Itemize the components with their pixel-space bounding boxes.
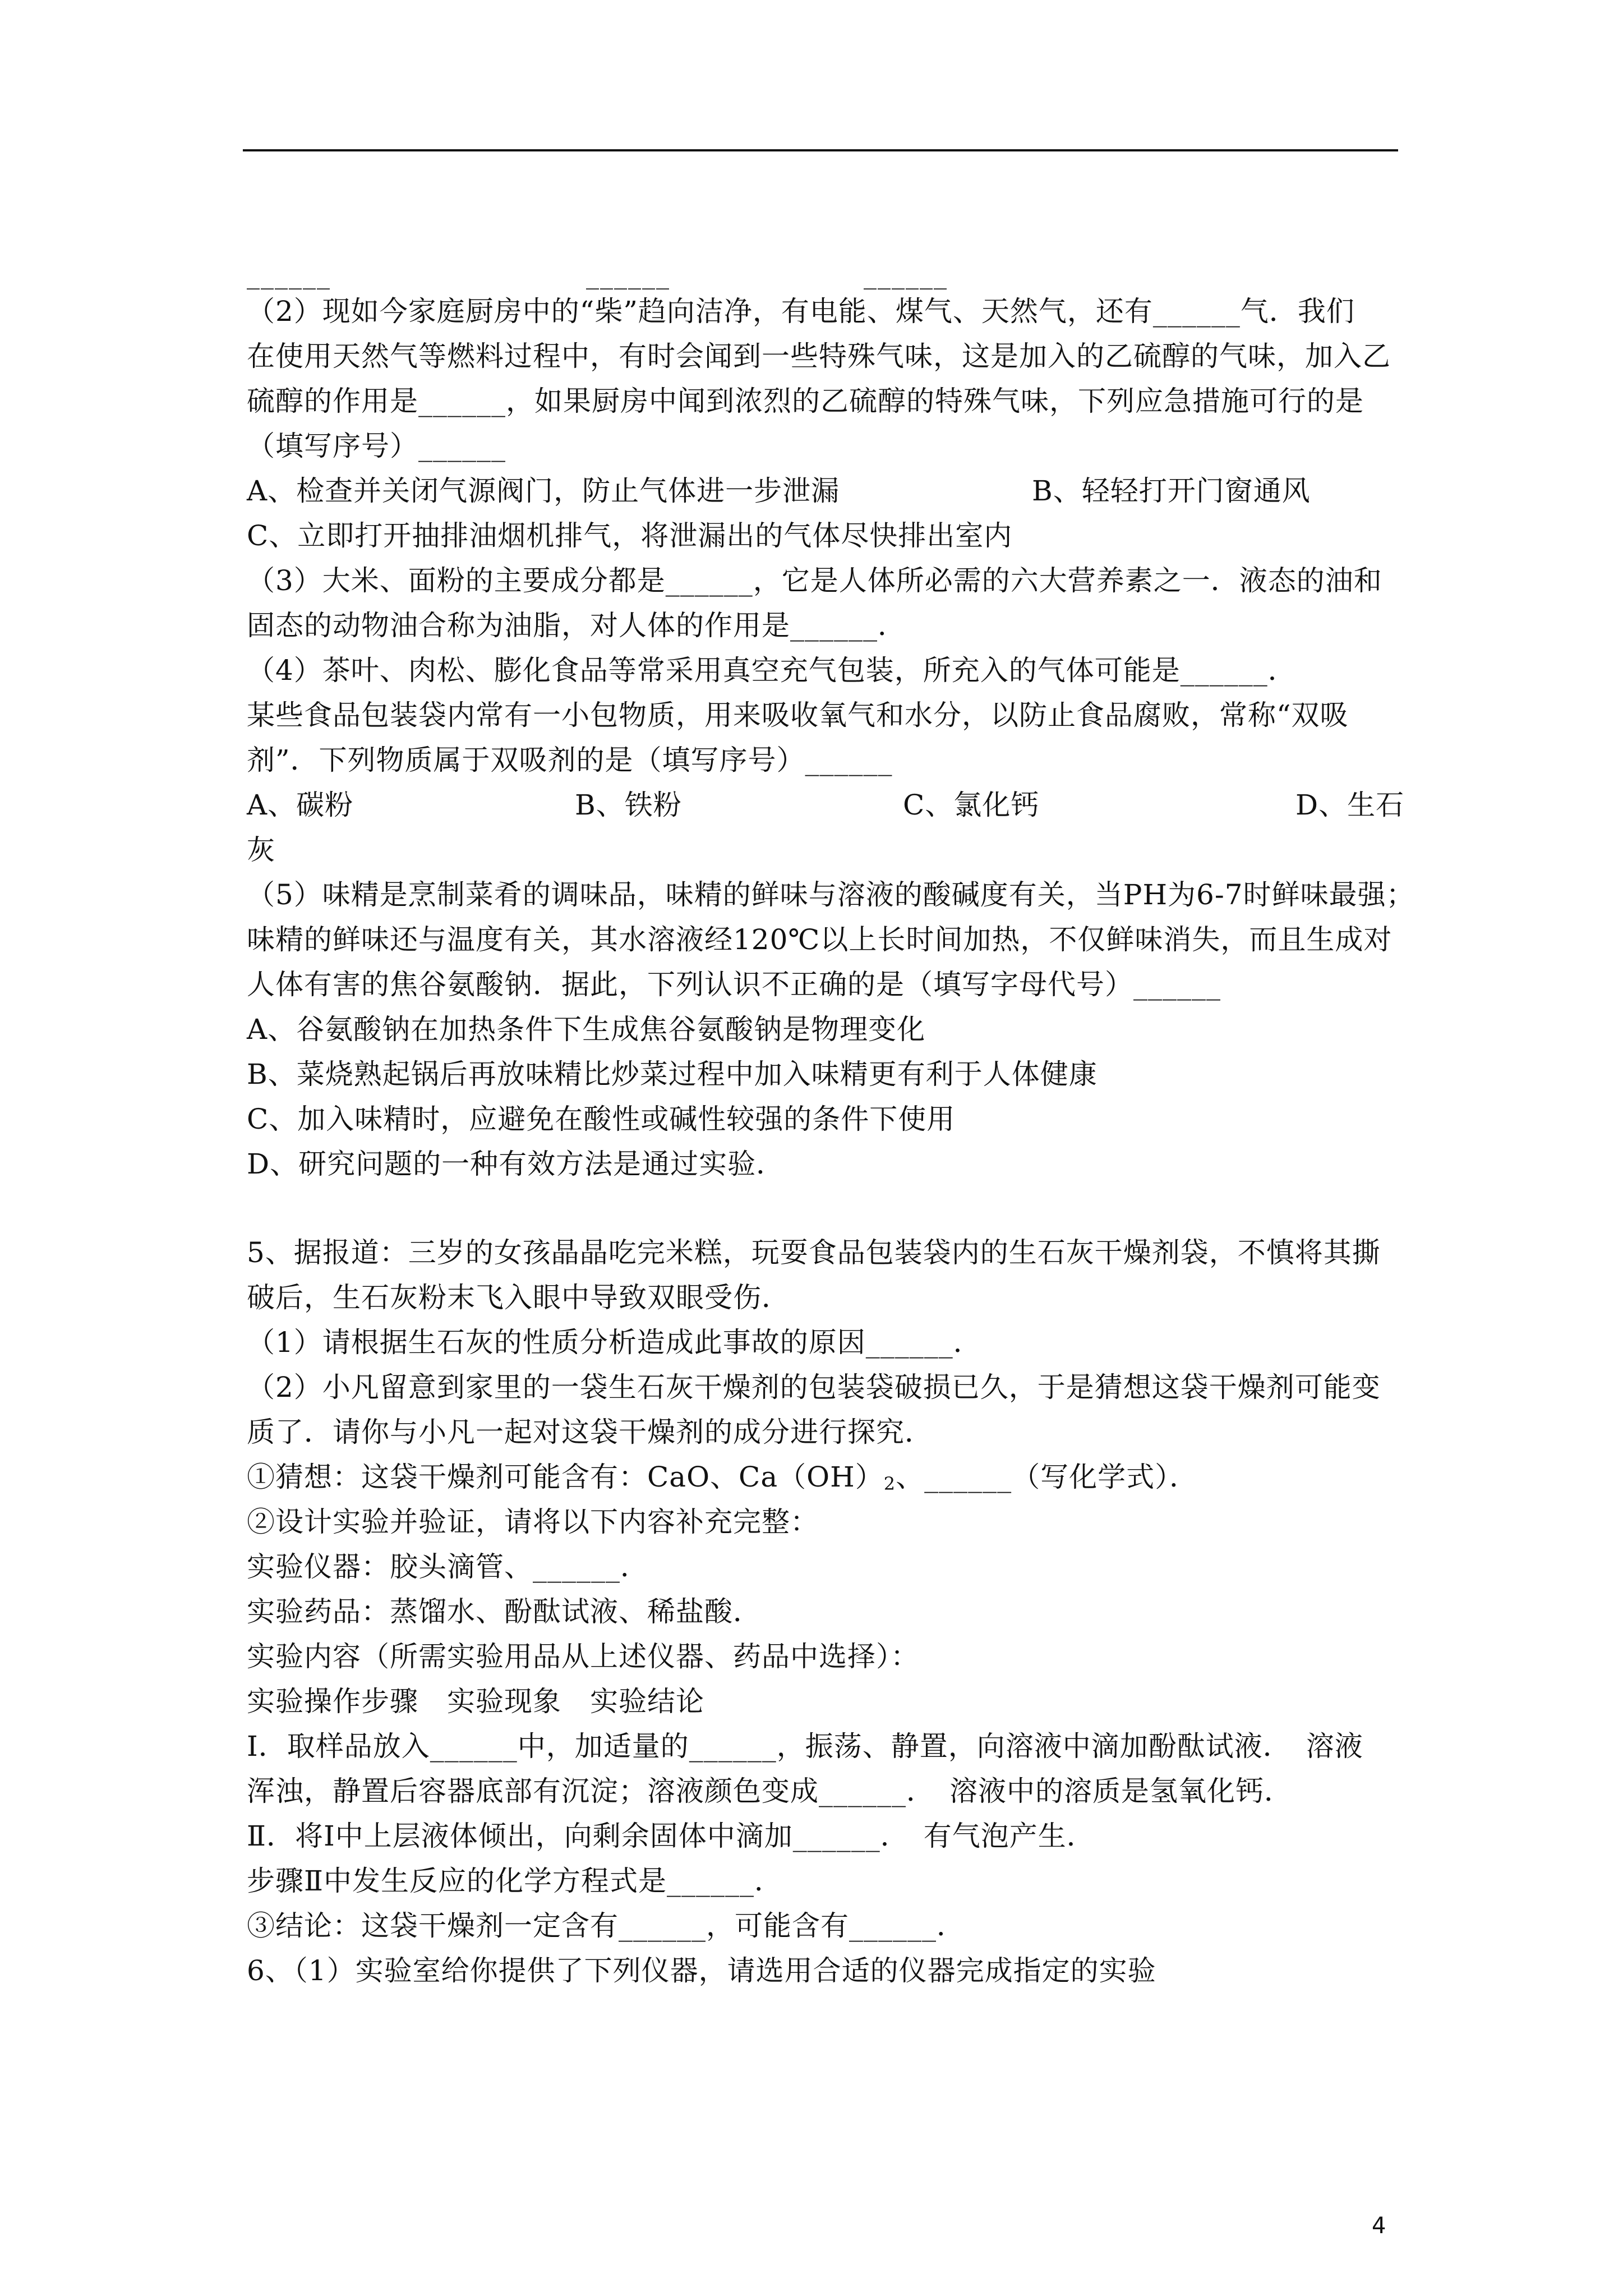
text-line: 灰 bbox=[247, 834, 275, 866]
option-line bbox=[247, 468, 1402, 513]
page-number: 4 bbox=[1372, 2213, 1386, 2239]
text-line: （3）大米、面粉的主要成分都是______，它是人体所必需的六大营养素之一．液态的油和 bbox=[247, 564, 1382, 597]
text-line: Ⅰ．取样品放入______中，加适量的______，振荡、静置，向溶液中滴加酚酞试液． 溶液 bbox=[247, 1730, 1363, 1763]
text-line: 质了．请你与小凡一起对这袋干燥剂的成分进行探究． bbox=[247, 1416, 933, 1448]
answer-blanks-row bbox=[0, 259, 1623, 289]
text-line: 实验操作步骤 实验现象 实验结论 bbox=[247, 1685, 704, 1718]
text-line: 某些食品包装袋内常有一小包物质，用来吸收氧气和水分，以防止食品腐败，常称“双吸 bbox=[247, 699, 1349, 731]
formula-text: ①猜想：这袋干燥剂可能含有：CaO、Ca（OH） bbox=[247, 1461, 884, 1493]
answer-blank: ______ bbox=[586, 259, 670, 289]
text-line: 在使用天然气等燃料过程中，有时会闻到一些特殊气味，这是加入的乙硫醇的气味，加入乙 bbox=[247, 340, 1391, 372]
text-line: ②设计实验并验证，请将以下内容补充完整： bbox=[247, 1506, 819, 1538]
text-line: B、菜烧熟起锅后再放味精比炒菜过程中加入味精更有利于人体健康 bbox=[247, 1058, 1098, 1091]
text-line: （2）现如今家庭厨房中的“柴”趋向洁净，有电能、煤气、天然气，还有______气．我们 bbox=[247, 295, 1355, 328]
option-c: C、氯化钙 bbox=[903, 789, 1040, 821]
text-line: 人体有害的焦谷氨酸钠．据此，下列认识不正确的是（填写字母代号）______ bbox=[247, 968, 1221, 1001]
question-text bbox=[247, 289, 1415, 1993]
text-line: 浑浊，静置后容器底部有沉淀；溶液颜色变成______． 溶液中的溶质是氢氧化钙． bbox=[247, 1775, 1293, 1807]
text-line: 实验仪器：胶头滴管、______． bbox=[247, 1550, 649, 1583]
text-line: 固态的动物油合称为油脂，对人体的作用是______． bbox=[247, 609, 906, 642]
text-line: 实验药品：蒸馏水、酚酞试液、稀盐酸． bbox=[247, 1595, 762, 1628]
answer-blank: ______ bbox=[864, 259, 948, 289]
formula-line bbox=[247, 1455, 1402, 1499]
text-line: 剂”．下列物质属于双吸剂的是（填写序号）______ bbox=[247, 744, 893, 776]
text-line: C、立即打开抽排油烟机排气，将泄漏出的气体尽快排出室内 bbox=[247, 519, 1013, 552]
text-line: （5）味精是烹制菜肴的调味品，味精的鲜味与溶液的酸碱度有关，当PH为6-7时鲜味最强； bbox=[247, 878, 1415, 911]
text-line: 步骤Ⅱ中发生反应的化学方程式是______． bbox=[247, 1865, 783, 1897]
header-rule bbox=[243, 149, 1398, 151]
answer-blank: ______ bbox=[247, 259, 331, 289]
text-line: 5、据报道：三岁的女孩晶晶吃完米糕，玩耍食品包装袋内的生石灰干燥剂袋，不慎将其撕 bbox=[247, 1236, 1381, 1269]
text-line: 实验内容（所需实验用品从上述仪器、药品中选择）： bbox=[247, 1640, 919, 1673]
option-b: B、铁粉 bbox=[575, 789, 682, 821]
option-a: A、碳粉 bbox=[247, 789, 354, 821]
text-line: C、加入味精时，应避免在酸性或碱性较强的条件下使用 bbox=[247, 1103, 956, 1135]
text-line: （4）茶叶、肉松、膨化食品等常采用真空充气包装，所充入的气体可能是______． bbox=[247, 654, 1297, 687]
text-line: 6、（1）实验室给你提供了下列仪器，请选用合适的仪器完成指定的实验 bbox=[247, 1954, 1156, 1987]
text-line: （1）请根据生石灰的性质分析造成此事故的原因______． bbox=[247, 1326, 982, 1359]
option-a: A、检查并关闭气源阀门，防止气体进一步泄漏 bbox=[247, 475, 840, 507]
text-line: 破后，生石灰粉末飞入眼中导致双眼受伤． bbox=[247, 1281, 790, 1314]
text-line: （填写序号）______ bbox=[247, 430, 506, 462]
text-line: A、谷氨酸钠在加热条件下生成焦谷氨酸钠是物理变化 bbox=[247, 1013, 926, 1046]
formula-text: 、______（写化学式）． bbox=[896, 1461, 1198, 1493]
option-line bbox=[247, 783, 1405, 827]
text-line: D、研究问题的一种有效方法是通过实验． bbox=[247, 1148, 785, 1180]
option-b: B、轻轻打开门窗通风 bbox=[1032, 475, 1311, 507]
text-line: Ⅱ．将Ⅰ中上层液体倾出，向剩余固体中滴加______． 有气泡产生． bbox=[247, 1820, 1095, 1852]
text-line: 硫醇的作用是______，如果厨房中闻到浓烈的乙硫醇的特殊气味，下列应急措施可行的是 bbox=[247, 385, 1364, 417]
text-line: ③结论：这袋干燥剂一定含有______，可能含有______． bbox=[247, 1910, 965, 1942]
option-d: D、生石 bbox=[1295, 789, 1405, 821]
subscript: 2 bbox=[883, 1473, 896, 1494]
text-line: （2）小凡留意到家里的一袋生石灰干燥剂的包装袋破损已久，于是猜想这袋干燥剂可能变 bbox=[247, 1371, 1381, 1404]
text-line: 味精的鲜味还与温度有关，其水溶液经120℃以上长时间加热，不仅鲜味消失，而且生成对 bbox=[247, 923, 1393, 956]
